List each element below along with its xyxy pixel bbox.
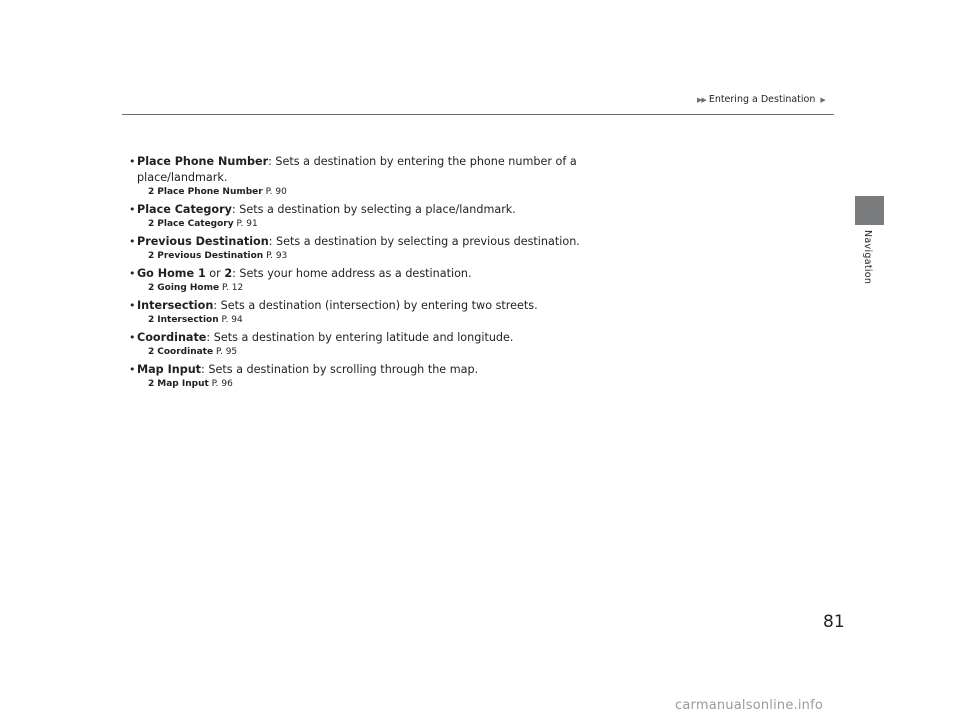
- item-term: Intersection: [137, 299, 214, 312]
- double-triangle-icon: ▶▶: [697, 96, 706, 104]
- item-description: : Sets a destination by entering the phone number of a: [268, 155, 577, 168]
- item-term-alt: 2: [224, 267, 233, 280]
- item-description: : Sets a destination by selecting a place/landmark.: [231, 203, 516, 216]
- bullet-icon: •: [129, 299, 136, 312]
- bullet-icon: •: [129, 331, 136, 344]
- item-description: : Sets a destination (intersection) by entering two streets.: [213, 299, 538, 312]
- item-term: Go Home 1: [137, 267, 206, 280]
- reference-term: Map Input: [157, 379, 209, 389]
- list-item: [129, 362, 689, 391]
- reference-term: Coordinate: [157, 347, 214, 357]
- header-rule: [122, 114, 834, 115]
- reference-page: P. 96: [208, 379, 233, 389]
- reference-page: P. 90: [262, 187, 287, 197]
- item-description: : Sets your home address as a destination.: [232, 267, 472, 280]
- cross-reference-link[interactable]: [129, 314, 689, 327]
- reference-arrow-icon: 2: [148, 283, 155, 293]
- reference-arrow-icon: 2: [148, 251, 155, 261]
- reference-page: P. 95: [213, 347, 238, 357]
- reference-arrow-icon: 2: [148, 219, 155, 229]
- cross-reference-link[interactable]: [129, 378, 689, 391]
- reference-page: P. 94: [218, 315, 243, 325]
- cross-reference-link[interactable]: [129, 218, 689, 231]
- bullet-icon: •: [129, 155, 136, 168]
- cross-reference-link[interactable]: [129, 346, 689, 359]
- item-term: Coordinate: [137, 331, 207, 344]
- reference-arrow-icon: 2: [148, 315, 155, 325]
- bullet-icon: •: [129, 363, 136, 376]
- list-item: [129, 234, 689, 263]
- bullet-icon: •: [129, 235, 136, 248]
- item-term: Previous Destination: [137, 235, 269, 248]
- reference-arrow-icon: 2: [148, 379, 155, 389]
- reference-page: P. 91: [233, 219, 258, 229]
- reference-term: Previous Destination: [157, 251, 264, 261]
- breadcrumb: [697, 94, 826, 105]
- reference-page: P. 12: [219, 283, 244, 293]
- page-number: 81: [823, 612, 845, 632]
- cross-reference-link[interactable]: [129, 282, 689, 295]
- reference-term: Place Phone Number: [157, 187, 263, 197]
- reference-term: Place Category: [157, 219, 234, 229]
- watermark: carmanualsonline.info: [675, 698, 824, 713]
- item-connector: or: [205, 267, 225, 280]
- list-item: [129, 154, 689, 199]
- bullet-icon: •: [129, 203, 136, 216]
- bullet-icon: •: [129, 267, 136, 280]
- reference-page: P. 93: [263, 251, 288, 261]
- item-description-cont: place/landmark.: [137, 171, 228, 184]
- cross-reference-link[interactable]: [129, 250, 689, 263]
- reference-arrow-icon: 2: [148, 187, 155, 197]
- item-description: : Sets a destination by scrolling through the map.: [201, 363, 479, 376]
- breadcrumb-title: Entering a Destination: [708, 94, 816, 105]
- triangle-right-icon: ▶: [820, 96, 826, 104]
- item-term: Place Category: [137, 203, 232, 216]
- list-item: [129, 298, 689, 327]
- list-item: [129, 266, 689, 295]
- reference-term: Going Home: [157, 283, 220, 293]
- section-tab-label: Navigation: [862, 230, 873, 285]
- list-item: [129, 330, 689, 359]
- destination-options-list: [129, 154, 689, 394]
- item-term: Map Input: [137, 363, 202, 376]
- section-tab: [855, 196, 884, 225]
- reference-arrow-icon: 2: [148, 347, 155, 357]
- item-term: Place Phone Number: [137, 155, 269, 168]
- reference-term: Intersection: [157, 315, 219, 325]
- item-description: : Sets a destination by selecting a previous destination.: [268, 235, 580, 248]
- item-description: : Sets a destination by entering latitude and longitude.: [206, 331, 514, 344]
- list-item: [129, 202, 689, 231]
- cross-reference-link[interactable]: [129, 186, 689, 199]
